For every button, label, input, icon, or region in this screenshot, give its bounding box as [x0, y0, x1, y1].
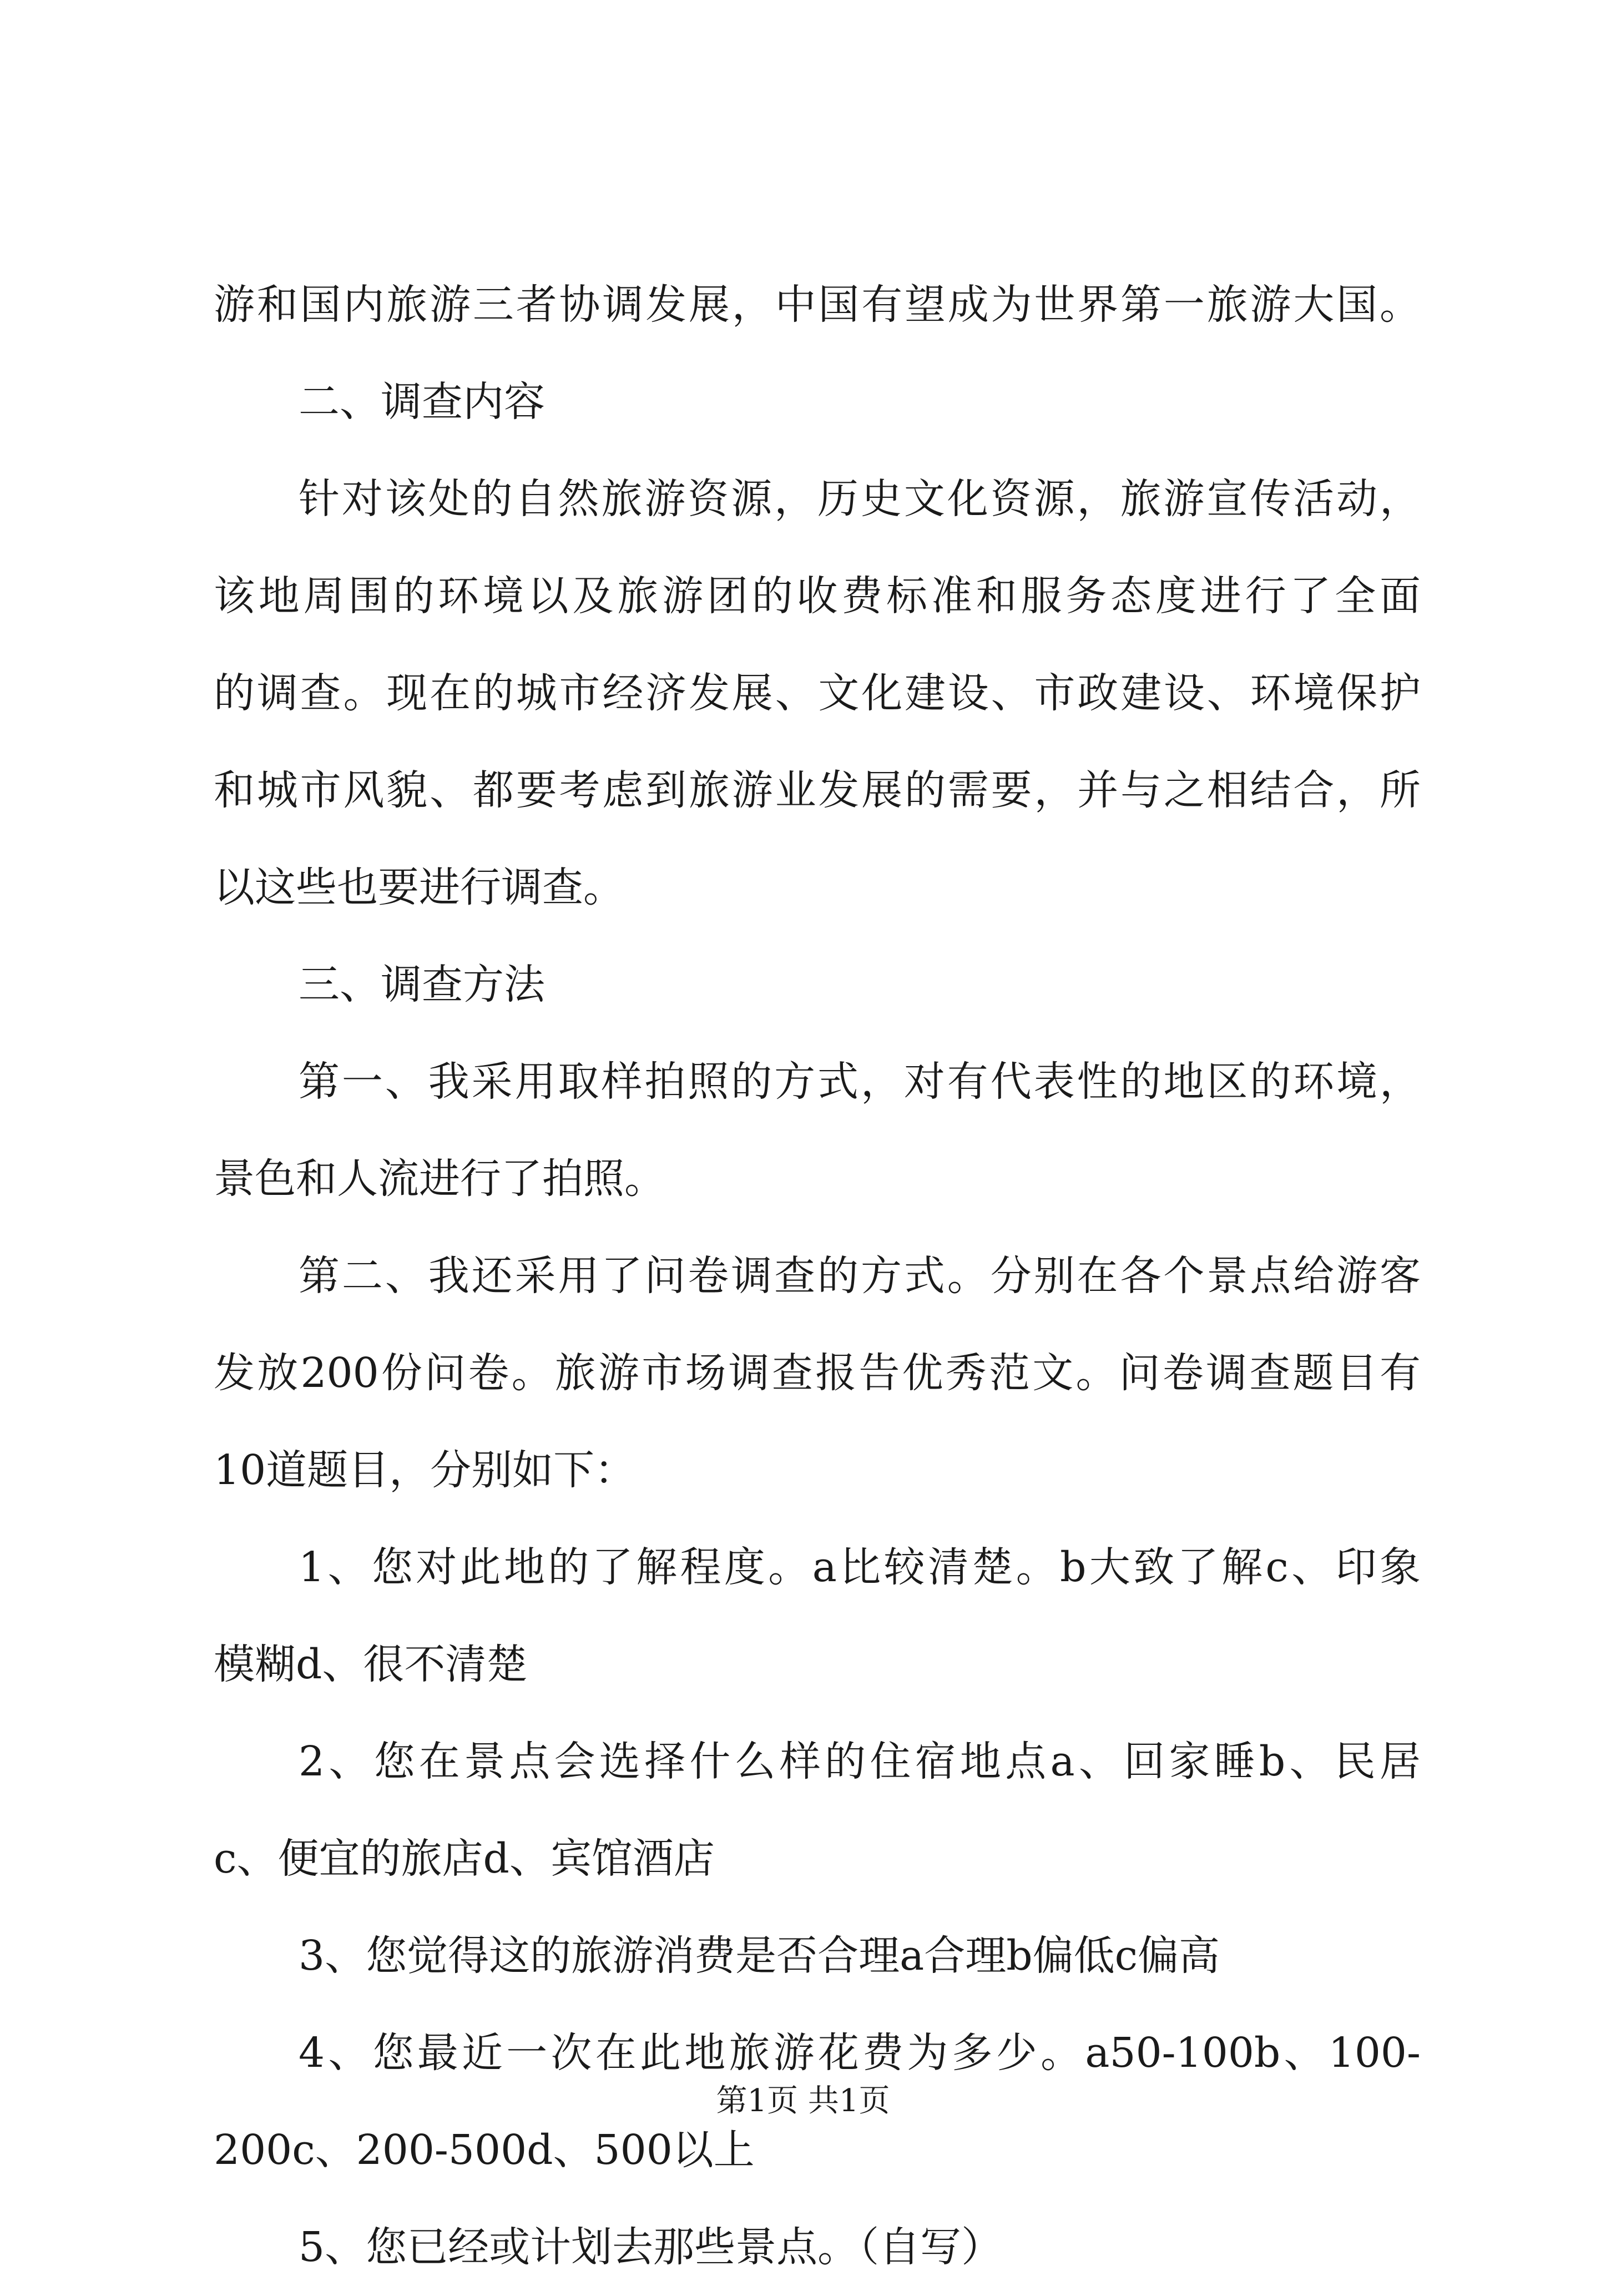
question-line: 5、您已经或计划去那些景点。（自写）: [299, 2223, 1003, 2271]
section-heading: 二、调查内容: [299, 378, 545, 426]
question-line: 1、您对此地的了解程度。a比较清楚。b大致了解c、印象: [299, 1543, 1421, 1591]
paragraph-line: 第一、我采用取样拍照的方式，对有代表性的地区的环境，: [299, 1058, 1421, 1106]
paragraph-line: 游和国内旅游三者协调发展，中国有望成为世界第一旅游大国。: [214, 281, 1421, 329]
paragraph-line: 发放200份问卷。旅游市场调查报告优秀范文。问卷调查题目有: [214, 1349, 1421, 1397]
paragraph-line: 第二、我还采用了问卷调查的方式。分别在各个景点给游客: [299, 1252, 1421, 1300]
paragraph-line: 10道题目，分别如下：: [214, 1446, 636, 1494]
question-line: c、便宜的旅店d、宾馆酒店: [214, 1835, 715, 1883]
question-line: 3、您觉得这的旅游消费是否合理a合理b偏低c偏高: [299, 1932, 1220, 1980]
question-line: 200c、200-500d、500以上: [214, 2126, 755, 2174]
page-footer: 第1页 共1页: [716, 2083, 890, 2119]
question-line: 4、您最近一次在此地旅游花费为多少。a50-100b、100-: [299, 2029, 1421, 2077]
section-heading: 三、调查方法: [299, 961, 545, 1008]
question-line: 2、您在景点会选择什么样的住宿地点a、回家睡b、民居: [299, 1738, 1421, 1785]
document-body: [214, 256, 1421, 2296]
paragraph-line: 以这些也要进行调查。: [214, 864, 624, 911]
paragraph-line: 该地周围的环境以及旅游团的收费标准和服务态度进行了全面: [214, 572, 1421, 620]
paragraph-line: 景色和人流进行了拍照。: [214, 1155, 665, 1203]
paragraph-line: 针对该处的自然旅游资源，历史文化资源，旅游宣传活动，: [299, 475, 1421, 523]
paragraph-line: 的调查。现在的城市经济发展、文化建设、市政建设、环境保护: [214, 669, 1421, 717]
paragraph-line: 和城市风貌、都要考虑到旅游业发展的需要，并与之相结合，所: [214, 766, 1421, 814]
question-line: 模糊d、很不清楚: [214, 1641, 528, 1688]
